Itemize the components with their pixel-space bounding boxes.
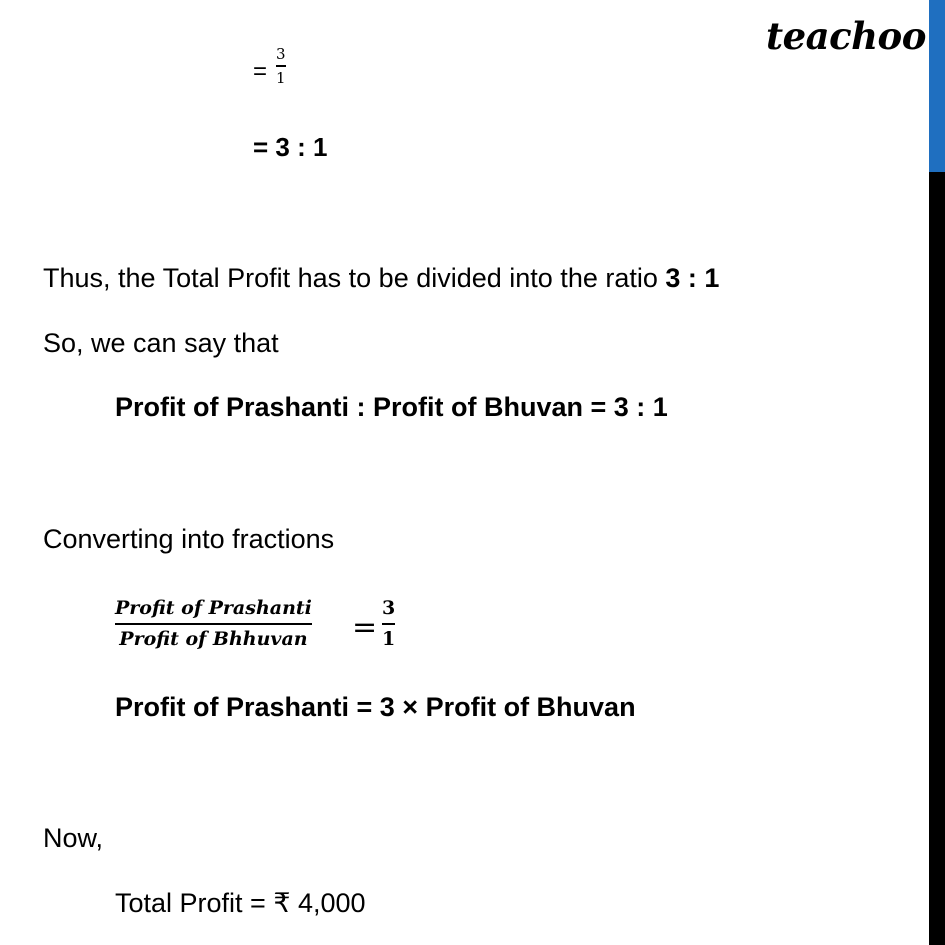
fraction-bar <box>276 65 286 67</box>
thus-line <box>43 265 719 292</box>
teachoo-logo: teachoo <box>766 14 926 58</box>
rhs-numerator: 3 <box>382 597 396 619</box>
step1-equals: = <box>253 58 268 85</box>
thus-line-ratio: 3 : 1 <box>665 263 720 293</box>
step1-denominator: 1 <box>276 68 286 87</box>
step1-fraction <box>276 47 286 86</box>
now-line: Now, <box>43 823 104 853</box>
rhs-fraction <box>382 599 395 649</box>
profit-fraction <box>115 599 312 649</box>
ratio-statement: Profit of Prashanti : Profit of Bhuvan = 3 : 1 <box>115 392 668 422</box>
fraction-bar <box>382 623 395 625</box>
profit-fraction-numerator: Profit of Prashanti <box>115 597 312 619</box>
fraction-bar <box>115 623 312 625</box>
result-statement: Profit of Prashanti = 3 × Profit of Bhuvan <box>115 692 636 722</box>
fraction-equals: = <box>352 610 378 645</box>
step1-numerator: 3 <box>276 45 286 63</box>
step2-ratio: = 3 : 1 <box>253 132 328 162</box>
so-line: So, we can say that <box>43 328 279 358</box>
converting-line: Converting into fractions <box>43 524 335 554</box>
sidebar-accent-bar <box>929 0 945 172</box>
total-profit-line: Total Profit = ₹ 4,000 <box>115 888 366 918</box>
rhs-denominator: 1 <box>382 628 396 650</box>
profit-fraction-denominator: Profit of Bhhuvan <box>119 628 308 650</box>
thus-line-text: Thus, the Total Profit has to be divided into the ratio <box>43 263 666 293</box>
